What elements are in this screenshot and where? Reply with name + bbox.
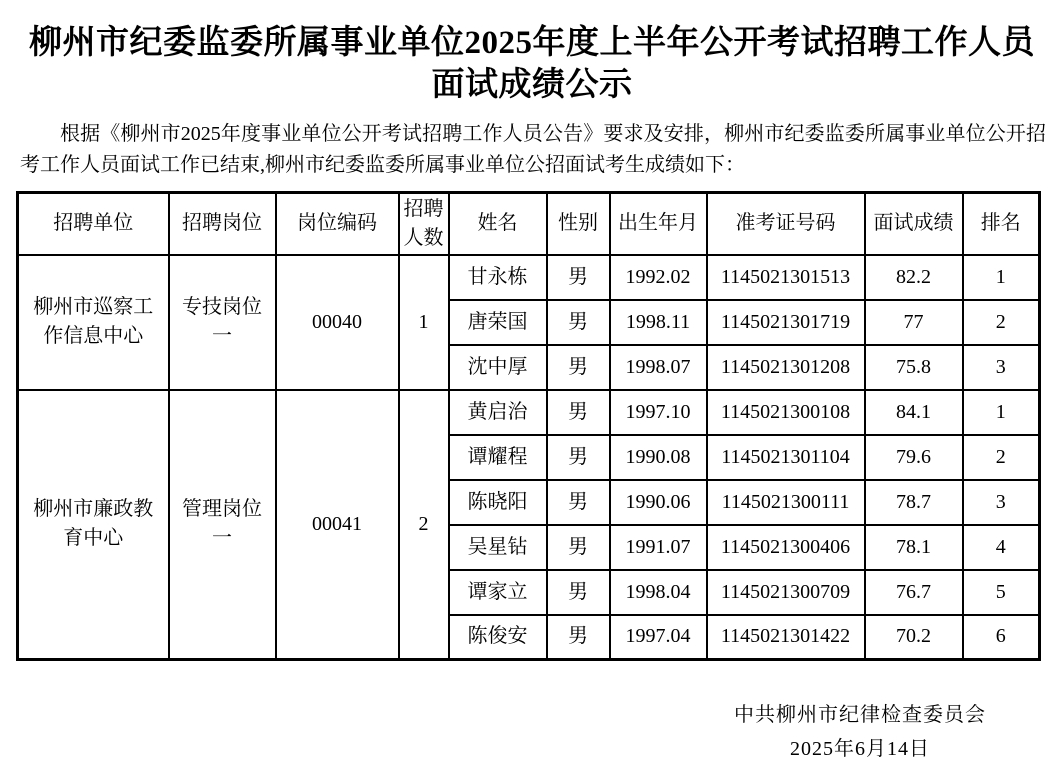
exam-number-cell: 1145021301719 [707, 300, 865, 345]
name-cell: 甘永栋 [449, 255, 547, 300]
name-cell: 黄启治 [449, 390, 547, 435]
exam-number-cell: 1145021300709 [707, 570, 865, 615]
rank-cell: 6 [963, 615, 1040, 660]
exam-number-cell: 1145021300406 [707, 525, 865, 570]
headcount-cell: 1 [399, 255, 449, 390]
name-cell: 谭家立 [449, 570, 547, 615]
page-title-line1: 柳州市纪委监委所属事业单位2025年度上半年公开考试招聘工作人员 [29, 25, 1035, 61]
col-header-gender: 性别 [547, 193, 610, 255]
gender-cell: 男 [547, 615, 610, 660]
interview-score-table [16, 191, 1041, 661]
rank-cell: 4 [963, 525, 1040, 570]
exam-number-cell: 1145021301422 [707, 615, 865, 660]
rank-cell: 2 [963, 435, 1040, 480]
birth-date-cell: 1990.06 [610, 480, 707, 525]
table-header-row [18, 193, 1040, 255]
rank-cell: 3 [963, 480, 1040, 525]
interview-score-cell: 78.7 [865, 480, 963, 525]
interview-score-cell: 70.2 [865, 615, 963, 660]
candidate-row [18, 390, 1040, 435]
col-header-headcount: 招聘人数 [399, 193, 449, 255]
candidate-row [18, 255, 1040, 300]
interview-score-cell: 79.6 [865, 435, 963, 480]
page-title [0, 0, 1064, 106]
page-title-line2: 面试成绩公示 [431, 67, 633, 103]
issuing-authority: 中共柳州市纪律检查委员会 [734, 704, 986, 726]
headcount-cell: 2 [399, 390, 449, 660]
name-cell: 唐荣国 [449, 300, 547, 345]
rank-cell: 2 [963, 300, 1040, 345]
col-header-birth: 出生年月 [610, 193, 707, 255]
birth-date-cell: 1998.07 [610, 345, 707, 390]
name-cell: 陈俊安 [449, 615, 547, 660]
col-header-score: 面试成绩 [865, 193, 963, 255]
gender-cell: 男 [547, 570, 610, 615]
gender-cell: 男 [547, 345, 610, 390]
gender-cell: 男 [547, 480, 610, 525]
position-code-cell: 00041 [276, 390, 399, 660]
interview-score-cell: 75.8 [865, 345, 963, 390]
gender-cell: 男 [547, 255, 610, 300]
gender-cell: 男 [547, 300, 610, 345]
exam-number-cell: 1145021300108 [707, 390, 865, 435]
name-cell: 谭耀程 [449, 435, 547, 480]
interview-score-cell: 82.2 [865, 255, 963, 300]
birth-date-cell: 1992.02 [610, 255, 707, 300]
birth-date-cell: 1991.07 [610, 525, 707, 570]
col-header-rank: 排名 [963, 193, 1040, 255]
gender-cell: 男 [547, 525, 610, 570]
birth-date-cell: 1997.04 [610, 615, 707, 660]
interview-score-cell: 84.1 [865, 390, 963, 435]
rank-cell: 1 [963, 390, 1040, 435]
interview-score-cell: 77 [865, 300, 963, 345]
exam-number-cell: 1145021301208 [707, 345, 865, 390]
rank-cell: 1 [963, 255, 1040, 300]
exam-number-cell: 1145021301104 [707, 435, 865, 480]
intro-paragraph: 根据《柳州市2025年度事业单位公开考试招聘工作人员公告》要求及安排，柳州市纪委监委所属事业单位公开招考工作人员面试工作已结束,柳州市纪委监委所属事业单位公招面试考生成绩如下： [20, 123, 1046, 176]
footer-signature-block [734, 698, 986, 761]
position-code-cell: 00040 [276, 255, 399, 390]
col-header-code: 岗位编码 [276, 193, 399, 255]
birth-date-cell: 1998.11 [610, 300, 707, 345]
rank-cell: 3 [963, 345, 1040, 390]
col-header-unit: 招聘单位 [18, 193, 169, 255]
unit-cell: 柳州市巡察工作信息中心 [18, 255, 169, 390]
gender-cell: 男 [547, 390, 610, 435]
birth-date-cell: 1997.10 [610, 390, 707, 435]
name-cell: 沈中厚 [449, 345, 547, 390]
position-cell: 专技岗位一 [169, 255, 276, 390]
position-cell: 管理岗位一 [169, 390, 276, 660]
interview-score-cell: 76.7 [865, 570, 963, 615]
birth-date-cell: 1998.04 [610, 570, 707, 615]
name-cell: 吴星钻 [449, 525, 547, 570]
col-header-position: 招聘岗位 [169, 193, 276, 255]
rank-cell: 5 [963, 570, 1040, 615]
unit-cell: 柳州市廉政教育中心 [18, 390, 169, 660]
col-header-exam-no: 准考证号码 [707, 193, 865, 255]
interview-score-cell: 78.1 [865, 525, 963, 570]
birth-date-cell: 1990.08 [610, 435, 707, 480]
gender-cell: 男 [547, 435, 610, 480]
exam-number-cell: 1145021301513 [707, 255, 865, 300]
name-cell: 陈晓阳 [449, 480, 547, 525]
col-header-name: 姓名 [449, 193, 547, 255]
issue-date: 2025年6月14日 [790, 738, 930, 760]
exam-number-cell: 1145021300111 [707, 480, 865, 525]
